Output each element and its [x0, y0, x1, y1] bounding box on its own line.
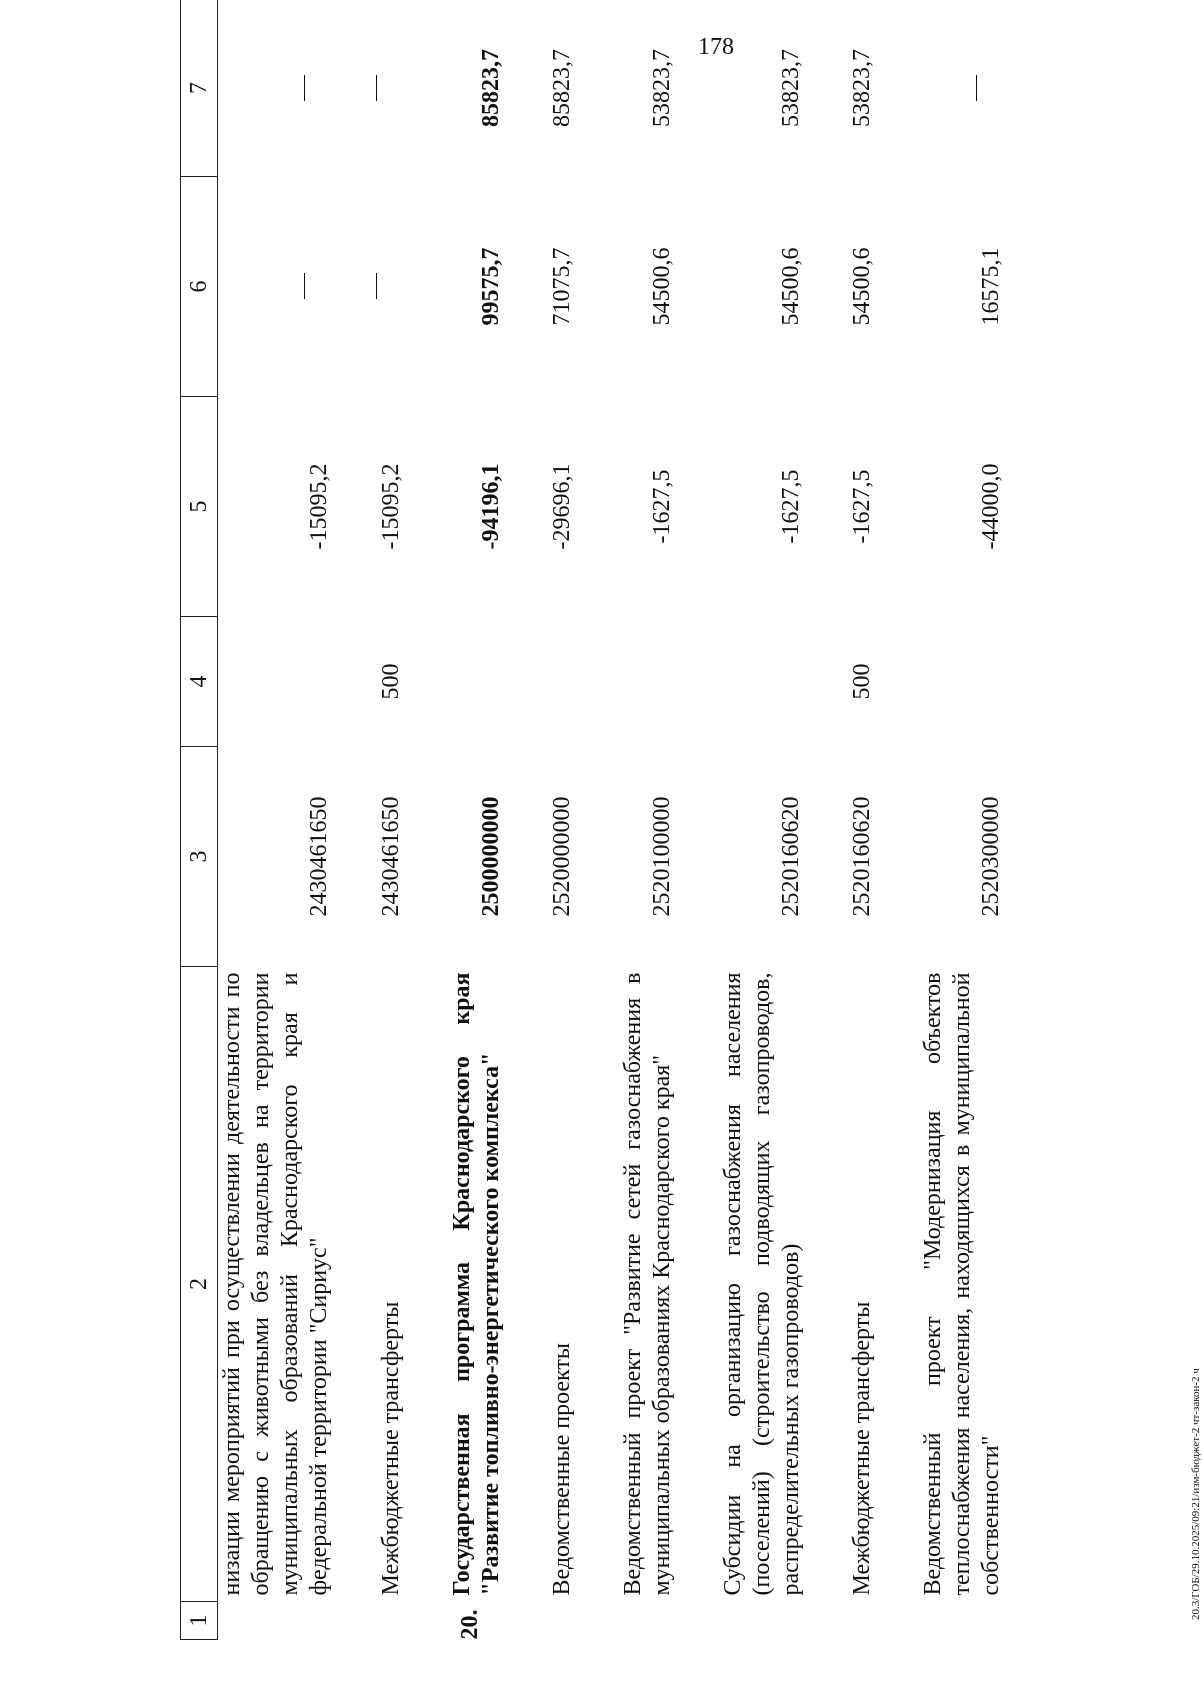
row-value-5: -29696,1: [549, 463, 576, 550]
row-name: Ведомственные проекты: [549, 1343, 576, 1596]
row-type: [919, 617, 1010, 747]
row-type: [719, 617, 810, 747]
header-col-6: 6: [181, 177, 218, 397]
budget-table-container: [180, 0, 1200, 1640]
table-row: [548, 0, 581, 1640]
row-code: 2500000000: [478, 796, 505, 917]
row-value-5: -1627,5: [778, 469, 805, 544]
row-value-5: -44000,0: [978, 463, 1005, 550]
header-col-7: 7: [181, 0, 218, 177]
row-type: [448, 617, 510, 747]
row-spacer-cell: [510, 0, 548, 1640]
row-value-7: [919, 0, 1010, 177]
table-row: [719, 0, 810, 1640]
row-spacer-cell: [810, 0, 848, 1640]
row-value-5: -94196,1: [478, 463, 505, 550]
row-spacer: [810, 0, 848, 1640]
row-code: 2520160620: [849, 796, 876, 917]
row-code: 2520300000: [978, 796, 1005, 917]
row-value-6: [376, 177, 410, 397]
row-code: 2430461650: [306, 796, 332, 917]
row-spacer: [581, 0, 619, 1640]
row-code: 2430461650: [378, 796, 405, 917]
row-name: Межбюджетные трансферты: [849, 1301, 876, 1596]
row-type: [619, 617, 681, 747]
row-type: [548, 617, 581, 747]
row-type: [218, 617, 339, 747]
row-number: [218, 1602, 339, 1640]
dash-mark: [376, 274, 406, 300]
row-number: [376, 1602, 410, 1640]
table-row: [376, 0, 410, 1640]
header-col-2: 2: [181, 967, 218, 1602]
row-name: Субсидии на организацию газоснабжения населения (поселений) (строительство подводящих газопроводов, распределительных газопроводов): [720, 972, 805, 1596]
row-spacer-cell: [681, 0, 719, 1640]
row-spacer: [881, 0, 919, 1640]
dash-mark: [304, 274, 334, 300]
dash-mark: [304, 75, 334, 101]
row-value-5: -15095,2: [306, 463, 332, 550]
row-spacer: [681, 0, 719, 1640]
row-value-5: -1627,5: [649, 469, 676, 544]
row-number: [719, 1602, 810, 1640]
dash-mark: [376, 75, 406, 101]
row-number: [548, 1602, 581, 1640]
row-name: Межбюджетные трансферты: [378, 1301, 405, 1596]
row-type: 500: [849, 663, 876, 700]
row-value-6: 54500,6: [849, 247, 876, 326]
row-spacer-cell: [410, 0, 448, 1640]
row-code: 2520000000: [549, 796, 576, 917]
header-col-3: 3: [181, 747, 218, 967]
row-value-6: [218, 177, 339, 397]
row-name: Ведомственный проект "Модернизация объектов теплоснабжения населения, находящихся в муниципальной собственности": [920, 972, 1005, 1596]
row-number: [848, 1602, 881, 1640]
row-value-6: 54500,6: [778, 247, 805, 326]
row-value-6: 16575,1: [978, 247, 1005, 326]
row-value-6: 54500,6: [649, 247, 676, 326]
row-value-6: 71075,7: [549, 247, 576, 326]
row-value-7: 85823,7: [549, 49, 576, 127]
row-spacer-cell: [338, 0, 376, 1640]
table-row: [448, 0, 510, 1640]
page-number: 178: [698, 34, 734, 60]
row-name: Государственная программа Краснодарского края "Развитие топливно-энергетического комплекса": [449, 972, 505, 1596]
header-col-5: 5: [181, 397, 218, 617]
header-row: [181, 0, 218, 1640]
row-value-7: [376, 0, 410, 177]
row-name: Ведомственный проект "Развитие сетей газоснабжения в муниципальных образованиях Краснодарского края": [620, 972, 676, 1596]
row-value-7: 85823,7: [478, 49, 505, 127]
table-row: [848, 0, 881, 1640]
row-code: 2520160620: [778, 796, 805, 917]
row-spacer-cell: [581, 0, 619, 1640]
table-row: [218, 0, 339, 1640]
row-value-7: 53823,7: [778, 49, 805, 127]
header-col-1: 1: [181, 1602, 218, 1640]
row-spacer-cell: [881, 0, 919, 1640]
table-row: [619, 0, 681, 1640]
table-body: [218, 0, 1011, 1640]
row-number: [919, 1602, 1010, 1640]
row-number: 20.: [457, 1609, 484, 1640]
row-value-7: 53823,7: [849, 49, 876, 127]
header-col-4: 4: [181, 617, 218, 747]
dash-mark: [976, 75, 1006, 101]
row-value-6: 99575,7: [478, 247, 505, 326]
row-value-7: [218, 0, 339, 177]
row-value-5: -1627,5: [849, 469, 876, 544]
row-spacer: [510, 0, 548, 1640]
row-spacer: [338, 0, 376, 1640]
row-spacer: [410, 0, 448, 1640]
row-value-7: 53823,7: [649, 49, 676, 127]
row-name: низации мероприятий при осуществлении деятельности по обращению с животными без владельцев на территории муниципальных образований Краснодарского края и федеральной территории "Сириус": [219, 972, 332, 1596]
row-value-5: -15095,2: [378, 463, 405, 550]
row-number: [619, 1602, 681, 1640]
footer-code: 20.3/ГОБ/29.10.2025/09:21/изм-бюджет-2 чт-закон-2 ч: [1190, 1368, 1202, 1620]
budget-table: [180, 0, 1010, 1640]
row-type: 500: [378, 663, 405, 700]
table-row: [919, 0, 1010, 1640]
row-code: 2520100000: [649, 796, 676, 917]
